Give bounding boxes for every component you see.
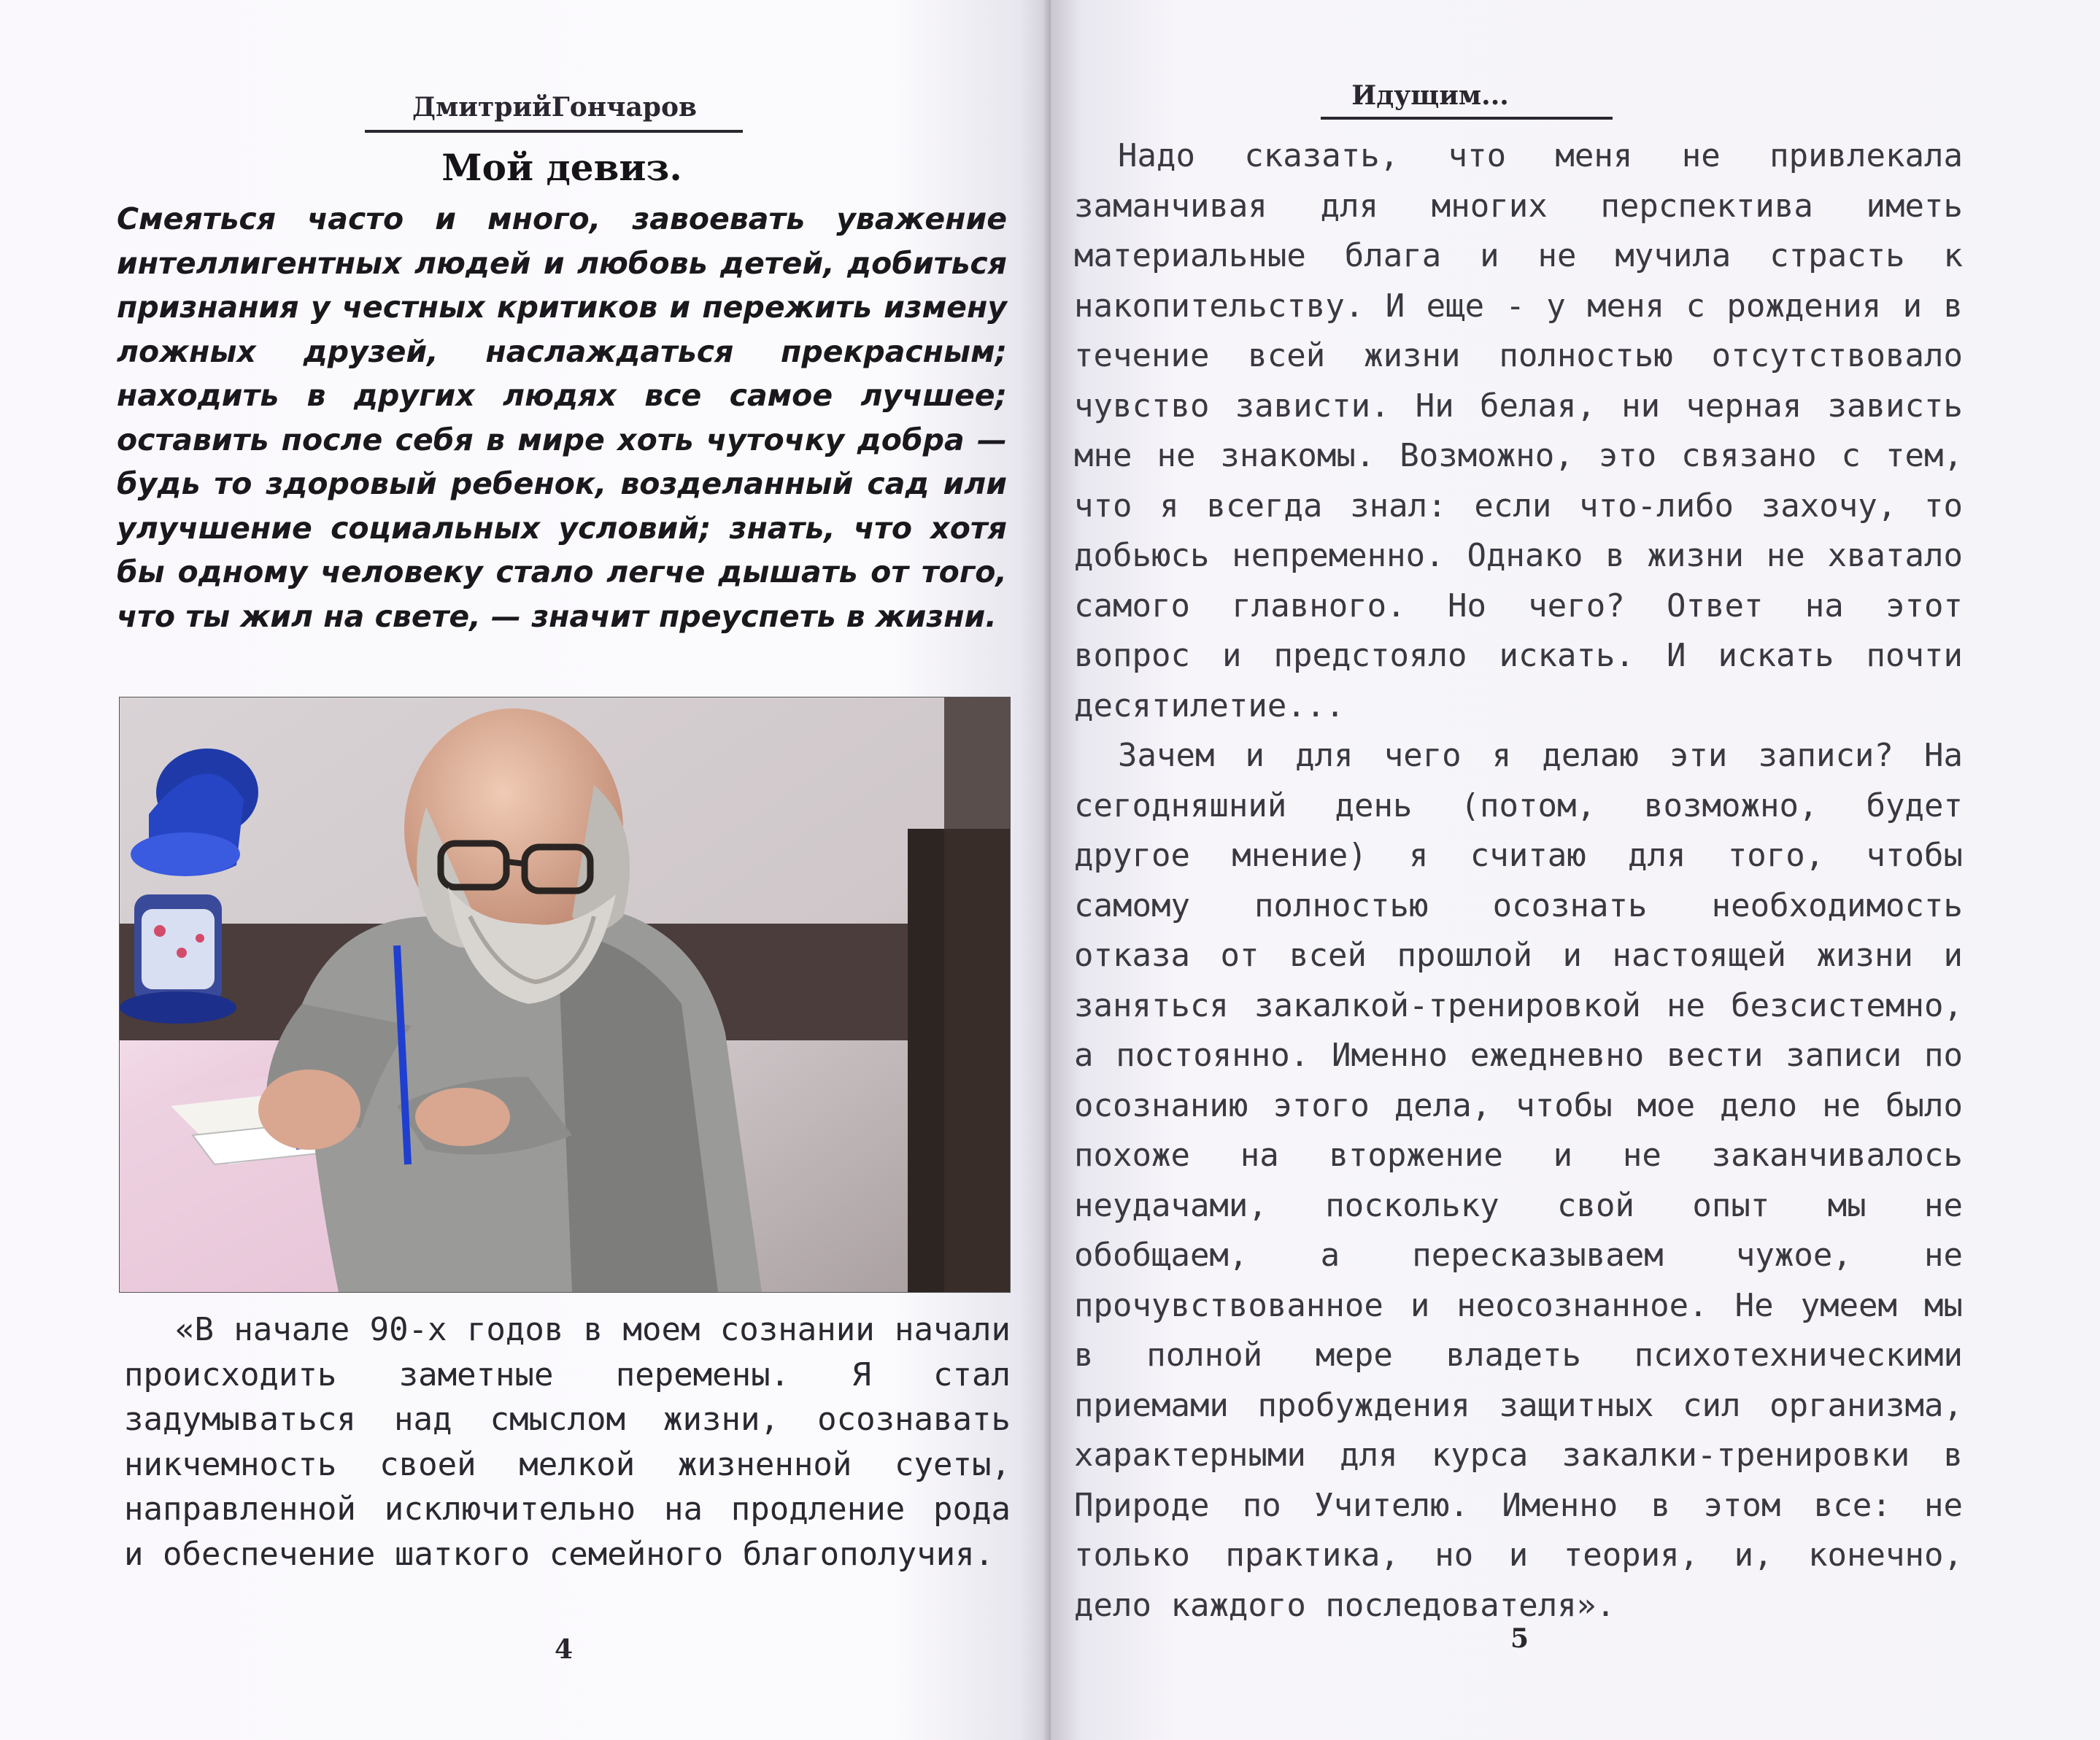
left-body-text: «В начале 90-х годов в моем сознании начали происходить заметные перемены. Я стал задумываться над смыслом жизни, осознавать никчемность своей мелкой жизненной суеты, направленной исключительно на продление рода и обеспечение шаткого семейного благополучия. [124, 1311, 1011, 1573]
right-page-number: 5 [1510, 1623, 1529, 1654]
page-title: Мой девиз. [441, 146, 682, 189]
right-running-head: Идущим... [1351, 80, 1509, 111]
left-header-rule [365, 130, 743, 133]
photo-illustration [120, 697, 1010, 1292]
right-paragraph-2: Зачем и для чего я делаю эти записи? На сегодняшний день (потом, возможно, будет другое мнение) я считаю для того, чтобы самому полностью осознать необходимость отказа от всей прошлой и настоящей жизни и заняться закалкой-тренировкой не безсистемно, а постоянно. Именно ежедневно вести записи по осознанию этого дела, чтобы мое дело не было похоже на вторжение и не заканчивалось неудачами, поскольку свой опыт мы не обобщаем, а пересказываем чужое, не прочувствованное и неосознанное. Не умеем мы в полной мере владеть психотехническими приемами пробуждения защитных сил организма, характерными для курса закалки-тренировки в Природе по Учителю. Именно в этом все: не только практика, но и теория, и, конечно, дело каждого последователя». [1074, 737, 1963, 1624]
right-header-rule [1321, 117, 1613, 120]
author-photo [119, 697, 1011, 1293]
left-page-number: 4 [555, 1634, 574, 1665]
right-paragraph-1: Надо сказать, что меня не привлекала заманчивая для многих перспектива иметь материальные блага и не мучила страсть к накопительству. И еще - у меня с рождения и в течение всей жизни полностью отсутствовало чувство зависти. Ни белая, ни черная зависть мне не знакомы. Возможно, это связано с тем, что я всегда знал: если что-либо захочу, то добьюсь непременно. Однако в жизни не хватало самого главного. Но чего? Ответ на этот вопрос и предстояло искать. И искать почти десятилетие... [1074, 137, 1963, 724]
left-running-head: ДмитрийГончаров [412, 92, 697, 123]
motto-text: Смеяться часто и много, завоевать уважение интеллигентных людей и любовь детей, добиться признания у честных критиков и пережить измену ложных друзей, наслаждаться прекрасным; находить в других людях все самое лучшее; оставить после себя в мире хоть чуточку добра — будь то здоровый ребенок, возделанный сад или улучшение социальных условий; знать, что хотя бы одному человеку стало легче дышать от того, что ты жил на свете, — значит преуспеть в жизни. [117, 201, 1007, 634]
right-body-text [1074, 131, 1963, 1631]
right-page [1051, 0, 2100, 1740]
